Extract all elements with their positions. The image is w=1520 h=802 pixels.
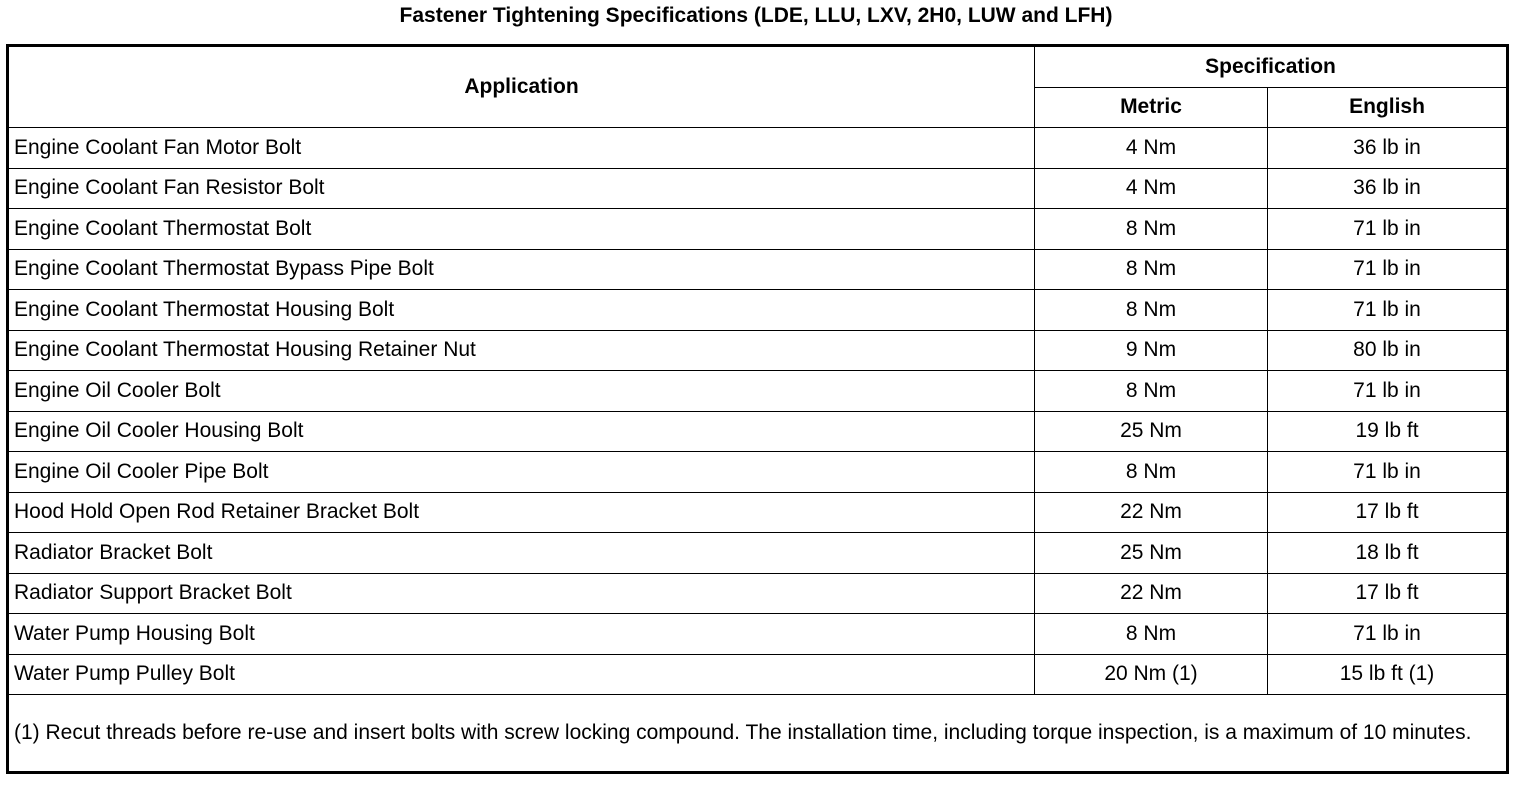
cell-application: Water Pump Housing Bolt xyxy=(8,614,1035,655)
header-row-top xyxy=(8,46,1508,88)
cell-application: Hood Hold Open Rod Retainer Bracket Bolt xyxy=(8,492,1035,533)
cell-english: 15 lb ft (1) xyxy=(1268,654,1508,695)
cell-english: 71 lb in xyxy=(1268,249,1508,290)
cell-application: Engine Coolant Thermostat Housing Retainer Nut xyxy=(8,330,1035,371)
cell-metric: 22 Nm xyxy=(1035,573,1268,614)
cell-english: 71 lb in xyxy=(1268,209,1508,250)
cell-metric: 8 Nm xyxy=(1035,290,1268,331)
cell-english: 71 lb in xyxy=(1268,614,1508,655)
cell-metric: 8 Nm xyxy=(1035,452,1268,493)
cell-application: Radiator Support Bracket Bolt xyxy=(8,573,1035,614)
table-row xyxy=(8,411,1508,452)
cell-english: 36 lb in xyxy=(1268,128,1508,169)
cell-english: 71 lb in xyxy=(1268,452,1508,493)
cell-application: Engine Coolant Thermostat Housing Bolt xyxy=(8,290,1035,331)
cell-metric: 20 Nm (1) xyxy=(1035,654,1268,695)
cell-english: 36 lb in xyxy=(1268,168,1508,209)
cell-metric: 4 Nm xyxy=(1035,128,1268,169)
table-row xyxy=(8,249,1508,290)
cell-english: 17 lb ft xyxy=(1268,492,1508,533)
table-body xyxy=(8,128,1508,773)
cell-metric: 8 Nm xyxy=(1035,371,1268,412)
cell-application: Engine Coolant Fan Resistor Bolt xyxy=(8,168,1035,209)
table-row xyxy=(8,614,1508,655)
cell-application: Water Pump Pulley Bolt xyxy=(8,654,1035,695)
cell-metric: 8 Nm xyxy=(1035,249,1268,290)
column-header-application: Application xyxy=(8,46,1035,128)
cell-application: Engine Oil Cooler Bolt xyxy=(8,371,1035,412)
page-title: Fastener Tightening Specifications (LDE, LLU, LXV, 2H0, LUW and LFH) xyxy=(399,4,1113,27)
column-header-english: English xyxy=(1268,87,1508,128)
table-row xyxy=(8,654,1508,695)
cell-metric: 8 Nm xyxy=(1035,614,1268,655)
cell-metric: 25 Nm xyxy=(1035,533,1268,574)
cell-metric: 8 Nm xyxy=(1035,209,1268,250)
cell-english: 17 lb ft xyxy=(1268,573,1508,614)
cell-application: Engine Oil Cooler Housing Bolt xyxy=(8,411,1035,452)
table-row xyxy=(8,128,1508,169)
table-row xyxy=(8,452,1508,493)
cell-metric: 4 Nm xyxy=(1035,168,1268,209)
cell-metric: 9 Nm xyxy=(1035,330,1268,371)
cell-english: 18 lb ft xyxy=(1268,533,1508,574)
cell-english: 71 lb in xyxy=(1268,290,1508,331)
cell-english: 71 lb in xyxy=(1268,371,1508,412)
table-row xyxy=(8,492,1508,533)
column-header-specification: Specification xyxy=(1035,46,1508,88)
table-row xyxy=(8,330,1508,371)
column-header-metric: Metric xyxy=(1035,87,1268,128)
table-row xyxy=(8,290,1508,331)
table-row xyxy=(8,371,1508,412)
cell-metric: 25 Nm xyxy=(1035,411,1268,452)
table-row xyxy=(8,209,1508,250)
cell-application: Radiator Bracket Bolt xyxy=(8,533,1035,574)
table-row xyxy=(8,533,1508,574)
footnote: (1) Recut threads before re-use and insert bolts with screw locking compound. The installation time, including torque inspection, is a maximum of 10 minutes. xyxy=(8,695,1508,773)
cell-application: Engine Coolant Thermostat Bypass Pipe Bolt xyxy=(8,249,1035,290)
cell-application: Engine Coolant Fan Motor Bolt xyxy=(8,128,1035,169)
table-row xyxy=(8,573,1508,614)
cell-english: 19 lb ft xyxy=(1268,411,1508,452)
cell-english: 80 lb in xyxy=(1268,330,1508,371)
cell-application: Engine Oil Cooler Pipe Bolt xyxy=(8,452,1035,493)
cell-application: Engine Coolant Thermostat Bolt xyxy=(8,209,1035,250)
cell-metric: 22 Nm xyxy=(1035,492,1268,533)
table-row xyxy=(8,168,1508,209)
footnote-row xyxy=(8,695,1508,773)
specifications-table xyxy=(6,44,1509,774)
